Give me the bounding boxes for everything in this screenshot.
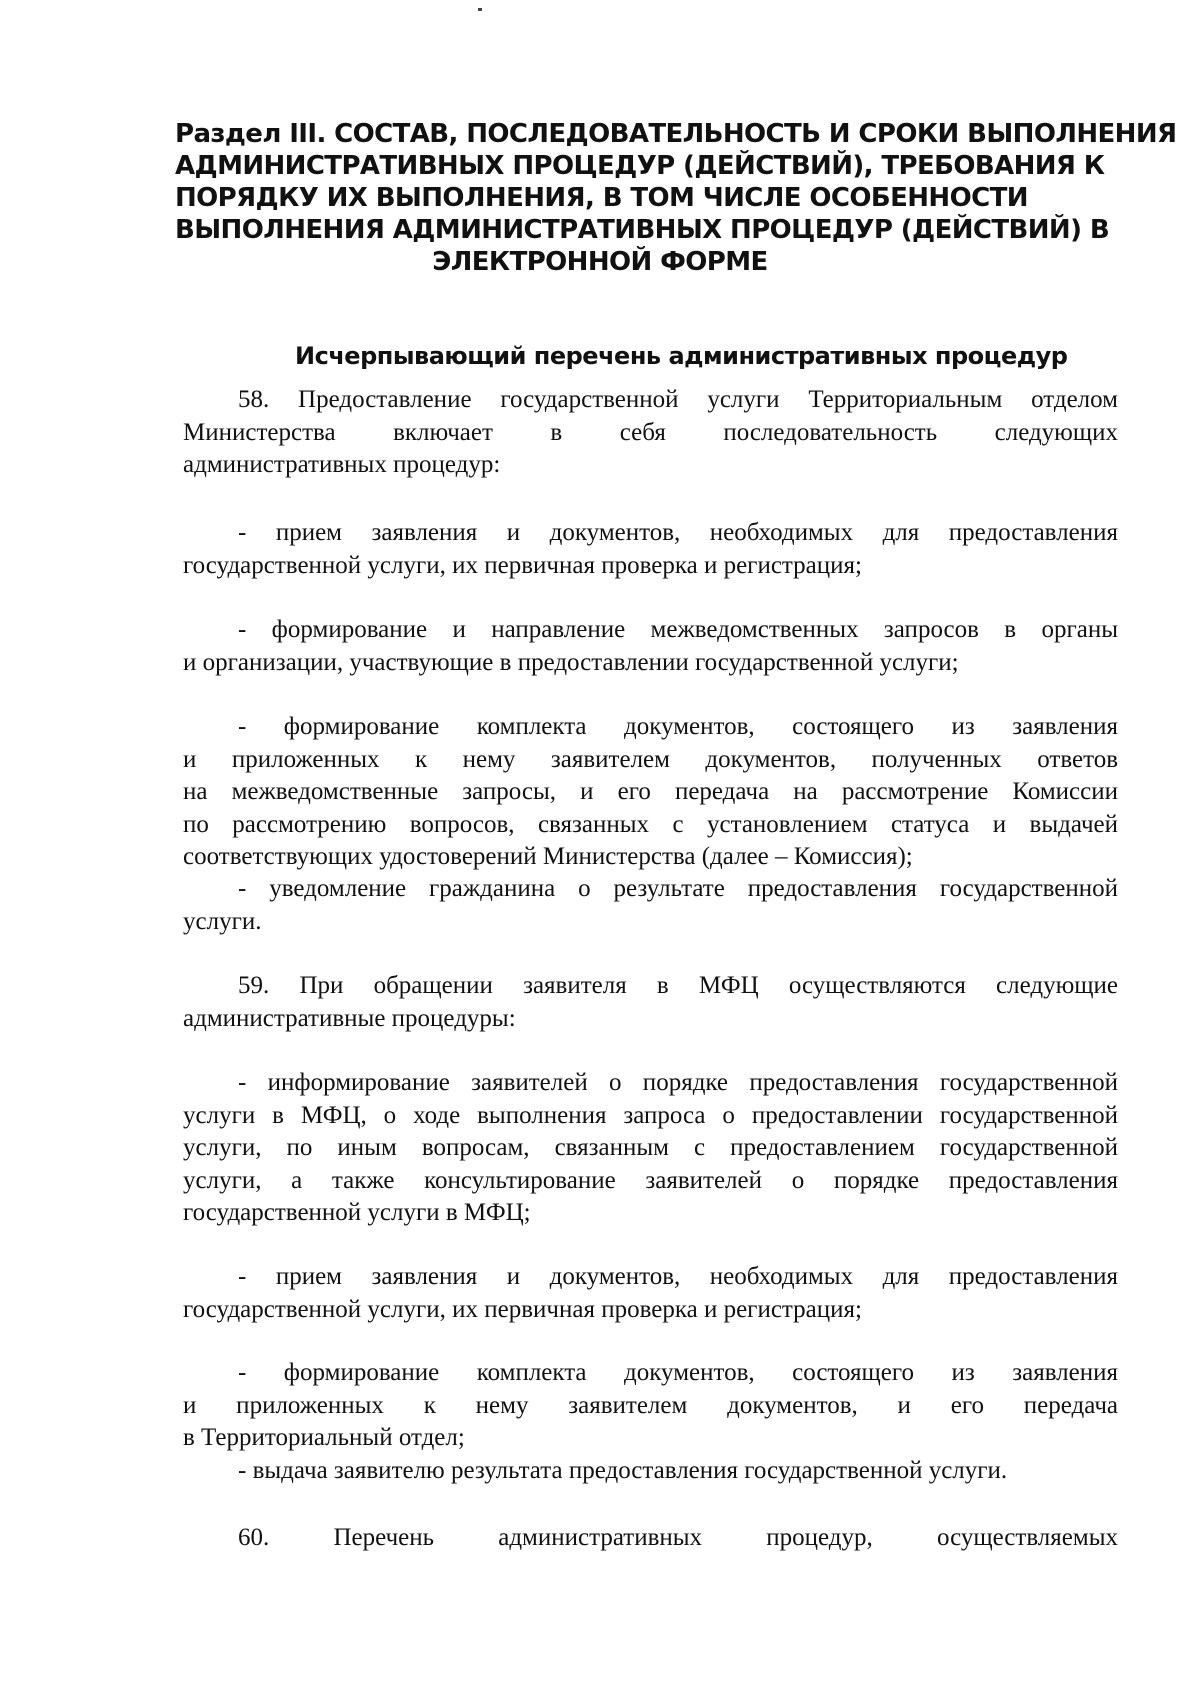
- list-item: [183, 873, 1118, 938]
- subheading: Исчерпывающий перечень административных процедур: [295, 342, 1068, 370]
- text-line: и приложенных к нему заявителем документов, и его передача: [183, 1391, 1118, 1419]
- text-line: - прием заявления и документов, необходимых для предоставления: [238, 519, 1118, 546]
- text-line: услуги, по иным вопросам, связанным с предоставлением государственной: [183, 1134, 1118, 1161]
- text-line: - формирование и направление межведомственных запросов в органы: [238, 616, 1118, 643]
- section-title-line: ЭЛЕКТРОННОЙ ФОРМЕ: [432, 247, 768, 277]
- text-line: - формирование комплекта документов, состоящего из заявления: [238, 1359, 1118, 1386]
- paragraph-59: [183, 970, 1118, 1035]
- text-line: 58. Предоставление государственной услуги Территориальным отделом: [238, 386, 1118, 413]
- text-line: - информирование заявителей о порядке предоставления государственной: [238, 1069, 1118, 1096]
- list-item: [183, 1455, 1118, 1488]
- text-line: и организации, участвующие в предоставлении государственной услуги;: [183, 648, 959, 676]
- text-line: Министерства включает в себя последовательность следующих: [183, 418, 1118, 446]
- text-line: административные процедуры:: [183, 1004, 516, 1032]
- text-line: - выдача заявителю результата предоставления государственной услуги.: [238, 1457, 1008, 1484]
- section-title-line: ВЫПОЛНЕНИЯ АДМИНИСТРАТИВНЫХ ПРОЦЕДУР (ДЕЙСТВИЙ) В: [175, 215, 1110, 245]
- text-line: по рассмотрению вопросов, связанных с установлением статуса и выдачей: [183, 810, 1118, 838]
- list-item: [183, 1261, 1118, 1326]
- list-item: [183, 1067, 1118, 1230]
- section-title-line: Раздел III. СОСТАВ, ПОСЛЕДОВАТЕЛЬНОСТЬ И СРОКИ ВЫПОЛНЕНИЯ: [175, 119, 1177, 149]
- text-line: государственной услуги, их первичная проверка и регистрация;: [183, 551, 862, 579]
- list-item: [183, 517, 1118, 582]
- text-line: 60. Перечень административных процедур, осуществляемых: [238, 1524, 1118, 1551]
- list-item: [183, 614, 1118, 679]
- text-line: - уведомление гражданина о результате предоставления государственной: [238, 875, 1118, 902]
- text-line: 59. При обращении заявителя в МФЦ осуществляются следующие: [238, 972, 1118, 999]
- section-title-line: ПОРЯДКУ ИХ ВЫПОЛНЕНИЯ, В ТОМ ЧИСЛЕ ОСОБЕННОСТИ: [175, 183, 1028, 213]
- paragraph-60: [183, 1522, 1118, 1555]
- text-line: услуги.: [183, 907, 262, 935]
- paragraph-58: [183, 384, 1118, 482]
- text-line: и приложенных к нему заявителем документов, полученных ответов: [183, 745, 1118, 773]
- list-item: [183, 1357, 1118, 1455]
- text-line: - прием заявления и документов, необходимых для предоставления: [238, 1263, 1118, 1290]
- list-item: [183, 711, 1118, 874]
- text-line: услуги в МФЦ, о ходе выполнения запроса о предоставлении государственной: [183, 1101, 1118, 1129]
- text-line: на межведомственные запросы, и его передача на рассмотрение Комиссии: [183, 778, 1118, 805]
- text-line: услуги, а также консультирование заявителей о порядке предоставления: [183, 1166, 1118, 1194]
- section-title: [175, 118, 1177, 278]
- scan-artifact: [478, 8, 482, 11]
- text-line: соответствующих удостоверений Министерства (далее – Комиссия);: [183, 843, 913, 870]
- text-line: - формирование комплекта документов, состоящего из заявления: [238, 713, 1118, 740]
- section-title-line: АДМИНИСТРАТИВНЫХ ПРОЦЕДУР (ДЕЙСТВИЙ), ТРЕБОВАНИЯ К: [175, 151, 1105, 181]
- text-line: административных процедур:: [183, 451, 501, 478]
- text-line: в Территориальный отдел;: [183, 1424, 465, 1451]
- text-line: государственной услуги, их первичная проверка и регистрация;: [183, 1295, 862, 1323]
- text-line: государственной услуги в МФЦ;: [183, 1199, 531, 1226]
